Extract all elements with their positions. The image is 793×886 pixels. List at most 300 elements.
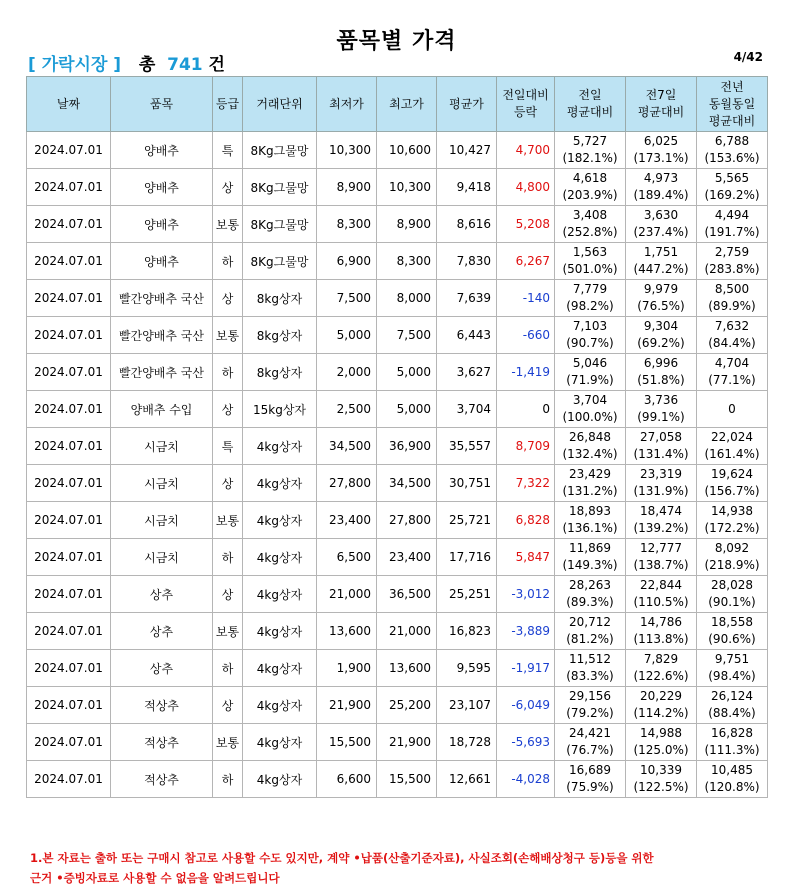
cell-last-year-avg	[697, 280, 768, 317]
cell-last-year-avg-percent: (89.9%)	[708, 299, 756, 313]
cell-daily-change: -3,012	[497, 576, 555, 613]
total-prefix: 총	[138, 55, 156, 75]
cell-daily-change: 6,828	[497, 502, 555, 539]
table-row	[27, 687, 768, 724]
cell-min-price: 8,300	[317, 206, 377, 243]
cell-max-price: 15,500	[377, 761, 437, 798]
cell-last-year-avg-percent: (98.4%)	[708, 669, 756, 683]
cell-unit: 8Kg그물망	[243, 206, 317, 243]
cell-date: 2024.07.01	[27, 650, 111, 687]
cell-item: 빨간양배추 국산	[111, 317, 213, 354]
cell-prev-7day-avg	[626, 724, 697, 761]
column-header: 거래단위	[243, 77, 317, 132]
cell-last-year-avg	[697, 243, 768, 280]
cell-max-price: 13,600	[377, 650, 437, 687]
cell-prev-day-avg	[555, 613, 626, 650]
cell-prev-7day-avg	[626, 761, 697, 798]
cell-prev-7day-avg-value: 18,474	[640, 504, 682, 518]
column-header: 최저가	[317, 77, 377, 132]
cell-max-price: 5,000	[377, 391, 437, 428]
cell-avg-price: 9,595	[437, 650, 497, 687]
cell-prev-day-avg-value: 5,046	[572, 356, 608, 370]
cell-unit: 4kg상자	[243, 465, 317, 502]
cell-unit: 4kg상자	[243, 502, 317, 539]
cell-prev-day-avg-value: 28,263	[569, 578, 611, 592]
cell-prev-7day-avg-value: 3,736	[643, 393, 679, 407]
disclaimer-line-2: 근거 •증빙자료로 사용할 수 없음을 알려드립니다	[30, 871, 280, 885]
cell-max-price: 27,800	[377, 502, 437, 539]
cell-item: 적상추	[111, 687, 213, 724]
table-row	[27, 539, 768, 576]
cell-unit: 4kg상자	[243, 613, 317, 650]
cell-date: 2024.07.01	[27, 465, 111, 502]
table-row	[27, 724, 768, 761]
cell-daily-change: 5,208	[497, 206, 555, 243]
cell-avg-price: 12,661	[437, 761, 497, 798]
column-header: 전일대비 등락	[497, 77, 555, 132]
cell-prev-day-avg-value: 3,704	[572, 393, 608, 407]
cell-min-price: 13,600	[317, 613, 377, 650]
cell-prev-day-avg-percent: (75.9%)	[566, 780, 614, 794]
table-header-row	[27, 77, 768, 132]
cell-prev-day-avg	[555, 391, 626, 428]
cell-avg-price: 10,427	[437, 132, 497, 169]
cell-min-price: 6,900	[317, 243, 377, 280]
cell-prev-7day-avg-value: 12,777	[640, 541, 682, 555]
cell-prev-day-avg-percent: (83.3%)	[566, 669, 614, 683]
cell-prev-day-avg-value: 16,689	[569, 763, 611, 777]
cell-grade: 보통	[213, 502, 243, 539]
cell-last-year-avg-value: 26,124	[711, 689, 753, 703]
cell-prev-7day-avg-percent: (69.2%)	[637, 336, 685, 350]
cell-max-price: 8,000	[377, 280, 437, 317]
cell-min-price: 6,600	[317, 761, 377, 798]
cell-item: 양배추	[111, 169, 213, 206]
cell-avg-price: 35,557	[437, 428, 497, 465]
cell-grade: 상	[213, 465, 243, 502]
cell-unit: 4kg상자	[243, 761, 317, 798]
cell-unit: 4kg상자	[243, 428, 317, 465]
cell-date: 2024.07.01	[27, 206, 111, 243]
cell-prev-day-avg-percent: (252.8%)	[562, 225, 618, 239]
cell-daily-change: 4,700	[497, 132, 555, 169]
cell-prev-day-avg	[555, 169, 626, 206]
cell-item: 시금치	[111, 465, 213, 502]
cell-last-year-avg-value: 0	[728, 401, 736, 416]
cell-daily-change: -660	[497, 317, 555, 354]
page-number: 4/42	[733, 50, 763, 64]
disclaimer-line-1: 1.본 자료는 출하 또는 구매시 참고로 사용할 수도 있지만, 계약 •납품(산출기준자료), 사실조회(손해배상청구 등)등을 위한	[30, 851, 654, 865]
cell-item: 양배추	[111, 243, 213, 280]
column-header: 최고가	[377, 77, 437, 132]
cell-last-year-avg	[697, 428, 768, 465]
cell-prev-7day-avg	[626, 539, 697, 576]
cell-last-year-avg	[697, 613, 768, 650]
cell-prev-7day-avg-value: 22,844	[640, 578, 682, 592]
cell-prev-7day-avg	[626, 465, 697, 502]
cell-last-year-avg-value: 18,558	[711, 615, 753, 629]
cell-prev-7day-avg-percent: (173.1%)	[633, 151, 689, 165]
cell-prev-7day-avg-percent: (447.2%)	[633, 262, 689, 276]
cell-prev-7day-avg-percent: (110.5%)	[633, 595, 689, 609]
cell-unit: 8kg상자	[243, 317, 317, 354]
cell-prev-7day-avg	[626, 280, 697, 317]
cell-prev-7day-avg-percent: (139.2%)	[633, 521, 689, 535]
cell-daily-change: 6,267	[497, 243, 555, 280]
cell-prev-day-avg-value: 4,618	[572, 171, 608, 185]
cell-last-year-avg-value: 7,632	[714, 319, 750, 333]
cell-max-price: 8,300	[377, 243, 437, 280]
cell-prev-day-avg-value: 5,727	[572, 134, 608, 148]
cell-daily-change: 5,847	[497, 539, 555, 576]
cell-max-price: 8,900	[377, 206, 437, 243]
cell-prev-7day-avg-value: 20,229	[640, 689, 682, 703]
total-count: 741	[167, 55, 203, 75]
cell-prev-7day-avg-percent: (122.6%)	[633, 669, 689, 683]
cell-prev-day-avg-value: 23,429	[569, 467, 611, 481]
cell-unit: 4kg상자	[243, 539, 317, 576]
cell-avg-price: 7,639	[437, 280, 497, 317]
cell-prev-7day-avg-value: 3,630	[643, 208, 679, 222]
cell-prev-7day-avg-value: 9,979	[643, 282, 679, 296]
cell-prev-day-avg-value: 26,848	[569, 430, 611, 444]
cell-min-price: 34,500	[317, 428, 377, 465]
cell-prev-7day-avg	[626, 650, 697, 687]
cell-last-year-avg-value: 8,500	[714, 282, 750, 296]
cell-prev-day-avg	[555, 428, 626, 465]
cell-unit: 8Kg그물망	[243, 169, 317, 206]
cell-min-price: 27,800	[317, 465, 377, 502]
cell-prev-day-avg	[555, 465, 626, 502]
cell-date: 2024.07.01	[27, 724, 111, 761]
cell-last-year-avg-percent: (90.1%)	[708, 595, 756, 609]
cell-prev-7day-avg-value: 7,829	[643, 652, 679, 666]
cell-last-year-avg-value: 4,704	[714, 356, 750, 370]
cell-prev-day-avg-percent: (76.7%)	[566, 743, 614, 757]
cell-avg-price: 23,107	[437, 687, 497, 724]
cell-prev-day-avg	[555, 243, 626, 280]
cell-max-price: 23,400	[377, 539, 437, 576]
cell-grade: 보통	[213, 724, 243, 761]
cell-prev-7day-avg-percent: (189.4%)	[633, 188, 689, 202]
cell-prev-7day-avg-percent: (114.2%)	[633, 706, 689, 720]
cell-prev-day-avg-value: 11,869	[569, 541, 611, 555]
cell-item: 상추	[111, 613, 213, 650]
cell-prev-7day-avg-value: 14,988	[640, 726, 682, 740]
cell-last-year-avg	[697, 502, 768, 539]
cell-grade: 하	[213, 761, 243, 798]
cell-prev-day-avg-percent: (89.3%)	[566, 595, 614, 609]
column-header: 등급	[213, 77, 243, 132]
cell-prev-7day-avg-percent: (237.4%)	[633, 225, 689, 239]
cell-avg-price: 16,823	[437, 613, 497, 650]
cell-last-year-avg-percent: (88.4%)	[708, 706, 756, 720]
cell-last-year-avg-percent: (84.4%)	[708, 336, 756, 350]
cell-prev-7day-avg	[626, 576, 697, 613]
cell-last-year-avg-value: 19,624	[711, 467, 753, 481]
cell-grade: 하	[213, 354, 243, 391]
column-header: 전년 동월동일 평균대비	[697, 77, 768, 132]
cell-last-year-avg	[697, 169, 768, 206]
cell-min-price: 2,500	[317, 391, 377, 428]
cell-unit: 8Kg그물망	[243, 243, 317, 280]
cell-prev-day-avg	[555, 687, 626, 724]
cell-grade: 하	[213, 243, 243, 280]
cell-prev-7day-avg-value: 23,319	[640, 467, 682, 481]
price-table	[26, 76, 768, 798]
cell-date: 2024.07.01	[27, 539, 111, 576]
cell-grade: 상	[213, 169, 243, 206]
cell-item: 양배추	[111, 132, 213, 169]
cell-daily-change: -5,693	[497, 724, 555, 761]
cell-unit: 8kg상자	[243, 354, 317, 391]
cell-prev-day-avg-percent: (149.3%)	[562, 558, 618, 572]
cell-last-year-avg	[697, 576, 768, 613]
cell-avg-price: 18,728	[437, 724, 497, 761]
cell-prev-7day-avg	[626, 428, 697, 465]
cell-min-price: 10,300	[317, 132, 377, 169]
cell-min-price: 8,900	[317, 169, 377, 206]
cell-min-price: 2,000	[317, 354, 377, 391]
cell-max-price: 34,500	[377, 465, 437, 502]
cell-last-year-avg-percent: (90.6%)	[708, 632, 756, 646]
cell-prev-day-avg-value: 29,156	[569, 689, 611, 703]
cell-avg-price: 25,721	[437, 502, 497, 539]
cell-prev-7day-avg	[626, 243, 697, 280]
cell-prev-day-avg-value: 11,512	[569, 652, 611, 666]
table-row	[27, 502, 768, 539]
cell-prev-7day-avg	[626, 502, 697, 539]
cell-prev-7day-avg-value: 14,786	[640, 615, 682, 629]
cell-prev-day-avg-value: 7,103	[572, 319, 608, 333]
cell-prev-7day-avg-percent: (125.0%)	[633, 743, 689, 757]
table-row	[27, 761, 768, 798]
cell-last-year-avg	[697, 539, 768, 576]
cell-max-price: 36,500	[377, 576, 437, 613]
cell-max-price: 25,200	[377, 687, 437, 724]
cell-prev-7day-avg-percent: (51.8%)	[637, 373, 685, 387]
table-row	[27, 650, 768, 687]
cell-last-year-avg	[697, 206, 768, 243]
cell-last-year-avg	[697, 687, 768, 724]
cell-avg-price: 6,443	[437, 317, 497, 354]
cell-date: 2024.07.01	[27, 502, 111, 539]
cell-prev-day-avg-value: 3,408	[572, 208, 608, 222]
cell-last-year-avg	[697, 391, 768, 428]
cell-grade: 특	[213, 132, 243, 169]
cell-grade: 보통	[213, 317, 243, 354]
cell-item: 빨간양배추 국산	[111, 280, 213, 317]
cell-item: 시금치	[111, 502, 213, 539]
cell-prev-day-avg	[555, 280, 626, 317]
cell-grade: 상	[213, 280, 243, 317]
cell-max-price: 21,900	[377, 724, 437, 761]
cell-max-price: 7,500	[377, 317, 437, 354]
cell-last-year-avg	[697, 354, 768, 391]
cell-prev-day-avg-percent: (182.1%)	[562, 151, 618, 165]
cell-min-price: 23,400	[317, 502, 377, 539]
cell-avg-price: 30,751	[437, 465, 497, 502]
cell-prev-day-avg-percent: (71.9%)	[566, 373, 614, 387]
cell-date: 2024.07.01	[27, 391, 111, 428]
cell-grade: 상	[213, 391, 243, 428]
cell-date: 2024.07.01	[27, 280, 111, 317]
cell-max-price: 36,900	[377, 428, 437, 465]
cell-prev-7day-avg-value: 9,304	[643, 319, 679, 333]
cell-last-year-avg-value: 8,092	[714, 541, 750, 555]
cell-prev-7day-avg-percent: (113.8%)	[633, 632, 689, 646]
cell-daily-change: 8,709	[497, 428, 555, 465]
cell-last-year-avg-value: 5,565	[714, 171, 750, 185]
cell-unit: 4kg상자	[243, 576, 317, 613]
cell-last-year-avg-value: 10,485	[711, 763, 753, 777]
column-header: 전7일 평균대비	[626, 77, 697, 132]
cell-prev-7day-avg	[626, 169, 697, 206]
cell-prev-day-avg-percent: (203.9%)	[562, 188, 618, 202]
cell-prev-7day-avg	[626, 317, 697, 354]
cell-prev-day-avg	[555, 317, 626, 354]
cell-unit: 15kg상자	[243, 391, 317, 428]
cell-last-year-avg-percent: (153.6%)	[704, 151, 760, 165]
column-header: 전일 평균대비	[555, 77, 626, 132]
cell-last-year-avg-value: 2,759	[714, 245, 750, 259]
cell-prev-day-avg	[555, 132, 626, 169]
market-summary	[28, 50, 225, 75]
cell-last-year-avg-percent: (283.8%)	[704, 262, 760, 276]
cell-daily-change: 4,800	[497, 169, 555, 206]
cell-max-price: 10,300	[377, 169, 437, 206]
cell-prev-7day-avg	[626, 206, 697, 243]
table-row	[27, 243, 768, 280]
cell-last-year-avg-percent: (120.8%)	[704, 780, 760, 794]
cell-prev-7day-avg-percent: (131.9%)	[633, 484, 689, 498]
cell-avg-price: 3,704	[437, 391, 497, 428]
cell-prev-day-avg-percent: (136.1%)	[562, 521, 618, 535]
cell-last-year-avg-value: 9,751	[714, 652, 750, 666]
cell-grade: 보통	[213, 613, 243, 650]
cell-prev-7day-avg	[626, 132, 697, 169]
cell-item: 상추	[111, 650, 213, 687]
table-row	[27, 465, 768, 502]
cell-prev-day-avg-percent: (131.2%)	[562, 484, 618, 498]
cell-last-year-avg-percent: (111.3%)	[704, 743, 760, 757]
cell-daily-change: 0	[497, 391, 555, 428]
cell-daily-change: -1,419	[497, 354, 555, 391]
cell-prev-day-avg-percent: (501.0%)	[562, 262, 618, 276]
cell-prev-7day-avg	[626, 391, 697, 428]
cell-min-price: 21,900	[317, 687, 377, 724]
table-row	[27, 280, 768, 317]
total-suffix: 건	[208, 55, 225, 75]
cell-unit: 4kg상자	[243, 650, 317, 687]
cell-avg-price: 8,616	[437, 206, 497, 243]
cell-prev-day-avg-value: 18,893	[569, 504, 611, 518]
cell-last-year-avg-percent: (191.7%)	[704, 225, 760, 239]
table-row	[27, 391, 768, 428]
column-header: 품목	[111, 77, 213, 132]
cell-grade: 하	[213, 650, 243, 687]
cell-last-year-avg-value: 28,028	[711, 578, 753, 592]
cell-avg-price: 17,716	[437, 539, 497, 576]
cell-item: 양배추 수입	[111, 391, 213, 428]
cell-prev-7day-avg-percent: (99.1%)	[637, 410, 685, 424]
cell-last-year-avg-percent: (156.7%)	[704, 484, 760, 498]
cell-prev-7day-avg-value: 4,973	[643, 171, 679, 185]
cell-prev-7day-avg-value: 1,751	[643, 245, 679, 259]
cell-date: 2024.07.01	[27, 428, 111, 465]
cell-prev-day-avg	[555, 354, 626, 391]
cell-last-year-avg-value: 22,024	[711, 430, 753, 444]
cell-last-year-avg	[697, 132, 768, 169]
market-label: [ 가락시장 ]	[28, 55, 122, 75]
cell-date: 2024.07.01	[27, 354, 111, 391]
cell-grade: 상	[213, 576, 243, 613]
cell-prev-day-avg-percent: (98.2%)	[566, 299, 614, 313]
cell-last-year-avg	[697, 317, 768, 354]
cell-date: 2024.07.01	[27, 761, 111, 798]
table-row	[27, 428, 768, 465]
cell-last-year-avg-value: 16,828	[711, 726, 753, 740]
cell-date: 2024.07.01	[27, 243, 111, 280]
cell-last-year-avg	[697, 650, 768, 687]
cell-prev-7day-avg	[626, 687, 697, 724]
cell-date: 2024.07.01	[27, 576, 111, 613]
cell-grade: 하	[213, 539, 243, 576]
cell-avg-price: 9,418	[437, 169, 497, 206]
cell-unit: 4kg상자	[243, 724, 317, 761]
cell-prev-day-avg-percent: (81.2%)	[566, 632, 614, 646]
cell-date: 2024.07.01	[27, 169, 111, 206]
cell-last-year-avg-value: 14,938	[711, 504, 753, 518]
cell-item: 빨간양배추 국산	[111, 354, 213, 391]
cell-prev-day-avg	[555, 761, 626, 798]
cell-prev-day-avg	[555, 502, 626, 539]
cell-item: 양배추	[111, 206, 213, 243]
table-row	[27, 576, 768, 613]
cell-min-price: 7,500	[317, 280, 377, 317]
cell-min-price: 21,000	[317, 576, 377, 613]
cell-last-year-avg-value: 4,494	[714, 208, 750, 222]
cell-prev-7day-avg	[626, 354, 697, 391]
cell-prev-day-avg	[555, 206, 626, 243]
cell-daily-change: -3,889	[497, 613, 555, 650]
cell-max-price: 21,000	[377, 613, 437, 650]
page-title: 품목별 가격	[336, 29, 457, 54]
cell-unit: 8kg상자	[243, 280, 317, 317]
cell-daily-change: -6,049	[497, 687, 555, 724]
cell-last-year-avg	[697, 465, 768, 502]
cell-prev-7day-avg-percent: (131.4%)	[633, 447, 689, 461]
cell-item: 적상추	[111, 724, 213, 761]
cell-last-year-avg-percent: (172.2%)	[704, 521, 760, 535]
cell-max-price: 5,000	[377, 354, 437, 391]
cell-max-price: 10,600	[377, 132, 437, 169]
cell-prev-day-avg-value: 7,779	[572, 282, 608, 296]
cell-item: 시금치	[111, 539, 213, 576]
table-row	[27, 613, 768, 650]
cell-prev-day-avg	[555, 576, 626, 613]
cell-prev-day-avg-percent: (132.4%)	[562, 447, 618, 461]
cell-item: 적상추	[111, 761, 213, 798]
column-header: 평균가	[437, 77, 497, 132]
cell-prev-day-avg-percent: (100.0%)	[562, 410, 618, 424]
cell-grade: 상	[213, 687, 243, 724]
table-row	[27, 169, 768, 206]
cell-prev-7day-avg	[626, 613, 697, 650]
cell-prev-day-avg-value: 1,563	[572, 245, 608, 259]
cell-prev-7day-avg-value: 10,339	[640, 763, 682, 777]
cell-avg-price: 3,627	[437, 354, 497, 391]
